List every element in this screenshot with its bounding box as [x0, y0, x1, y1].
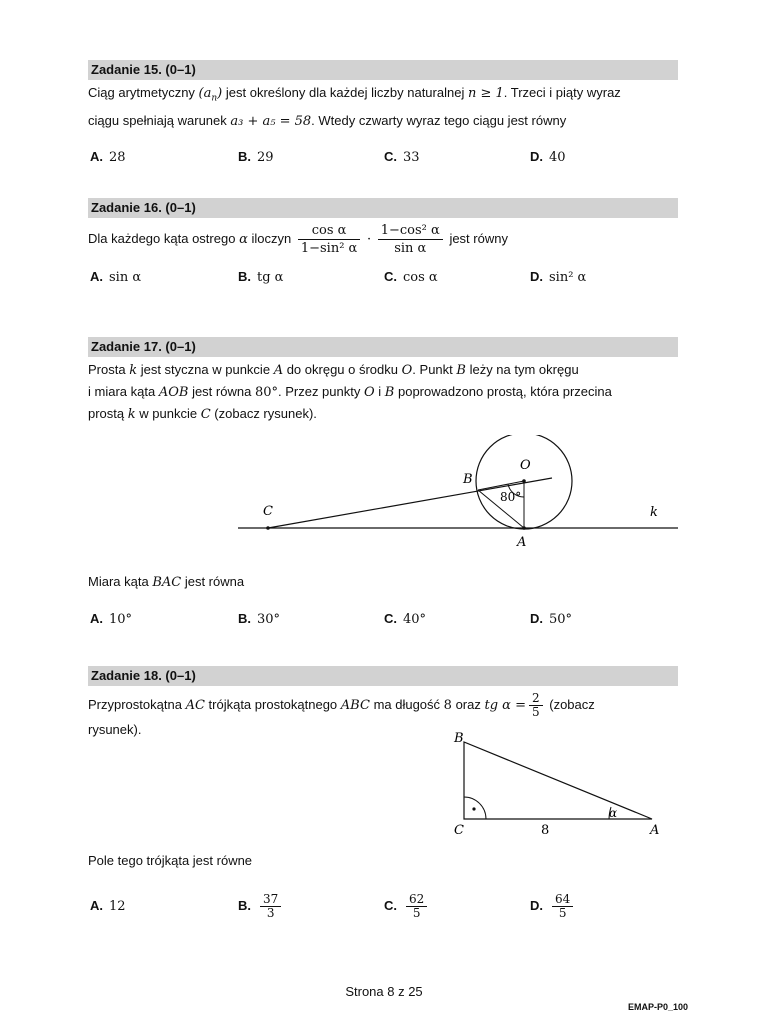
label-c: C: [454, 823, 464, 838]
answer-c[interactable]: C. 40°: [384, 611, 427, 627]
answer-b[interactable]: B. 29: [238, 148, 274, 165]
answer-b[interactable]: B. 30°: [238, 611, 281, 627]
label-k: k: [650, 505, 658, 520]
answer-b[interactable]: B. tg α: [238, 269, 284, 285]
right-angle-dot: [472, 807, 475, 810]
task-18-text: Przyprostokątna AC trójkąta prostokątnego ABC ma długość 8 oraz tg α = $\frac{2}{5}$ (zobacz rysunek).: [88, 691, 595, 737]
answer-a[interactable]: A. 28: [90, 148, 126, 165]
point-c: [266, 526, 270, 530]
tg-fraction: $\frac{2}{5}$: [529, 692, 543, 719]
answer-a[interactable]: A. sin α: [90, 269, 142, 285]
fraction-2: $\frac{\text{1−cos² α}}{\text{sin α}}$: [378, 222, 443, 257]
task-16-text: Dla każdego kąta ostrego α iloczyn $\frac{\text{cos α}}{\text{1−sin² α}}$ · $\frac{\text{1−cos² α}}{\text{sin α}}$ jest równy: [88, 223, 508, 256]
task-18-header: Zadanie 18. (0–1): [88, 666, 678, 686]
task-17: [88, 337, 678, 425]
fraction-1: $\frac{\text{cos α}}{\text{1−sin² α}}$: [298, 222, 361, 257]
answer-c[interactable]: C. cos α: [384, 269, 438, 285]
task-15-text: Ciąg arytmetyczny $(a_n)$ jest określony dla każdej liczby naturalnej n ≥ 1. Trzeci i piąty wyraz ciągu spełniają warunek a₃ + a₅ = 58. Wtedy czwarty wyraz tego ciągu jest równy: [88, 85, 621, 129]
task-15-answers: [88, 149, 678, 169]
label-angle: 80°: [500, 490, 522, 504]
answer-d[interactable]: D. sin² α: [530, 269, 587, 285]
right-triangle-figure: [450, 726, 680, 841]
task-15: [88, 60, 678, 169]
answer-a[interactable]: A. 10°: [90, 611, 133, 627]
task-16-header: Zadanie 16. (0–1): [88, 198, 678, 218]
triangle: [464, 742, 652, 819]
label-side: 8: [541, 823, 550, 838]
label-o: O: [520, 458, 531, 473]
task-16-answers: [88, 269, 678, 289]
label-c: C: [263, 504, 273, 519]
point-a: [522, 526, 526, 530]
label-a: A: [517, 535, 527, 550]
document-code: EMAP-P0_100: [627, 1002, 688, 1012]
point-o: [522, 479, 526, 483]
answer-d[interactable]: D. $\frac{64}{5}$: [530, 893, 576, 920]
label-alpha: α: [609, 806, 618, 820]
task-17-header: Zadanie 17. (0–1): [88, 337, 678, 357]
task-18-question: Pole tego trójkąta jest równe A. 12 B. $\frac{37}{3}$ C. $\frac{62}{5}$ D. $\frac{64}{5}$: [88, 848, 678, 923]
task-16: [88, 198, 678, 289]
answer-c[interactable]: C. 33: [384, 148, 420, 165]
page-number: Strona 8 z 25: [345, 984, 423, 999]
task-18-answers: [88, 893, 678, 923]
task-15-header: Zadanie 15. (0–1): [88, 60, 678, 80]
answer-b[interactable]: B. $\frac{37}{3}$: [238, 893, 284, 920]
label-a: A: [650, 823, 660, 838]
circle-tangent-figure: [230, 435, 690, 555]
task-17-answers: [88, 611, 678, 631]
segment-ob: [478, 481, 524, 490]
answer-c[interactable]: C. $\frac{62}{5}$: [384, 893, 430, 920]
answer-d[interactable]: D. 40: [530, 148, 566, 165]
task-17-text: Prosta k jest styczna w punkcie A do okręgu o środku O. Punkt B leży na tym okręgu i miara kąta AOB jest równa 80°. Przez punkty O i B poprowadzono prostą, która przecina prostą k w punkcie C (zobacz rysunek).: [88, 362, 612, 422]
label-b: B: [463, 472, 473, 487]
answer-a[interactable]: A. 12: [90, 898, 126, 914]
task-17-question: Miara kąta BAC jest równa A. 10° B. 30° C. 40° D. 50°: [88, 569, 678, 631]
label-b: B: [454, 731, 464, 746]
answer-d[interactable]: D. 50°: [530, 611, 573, 627]
